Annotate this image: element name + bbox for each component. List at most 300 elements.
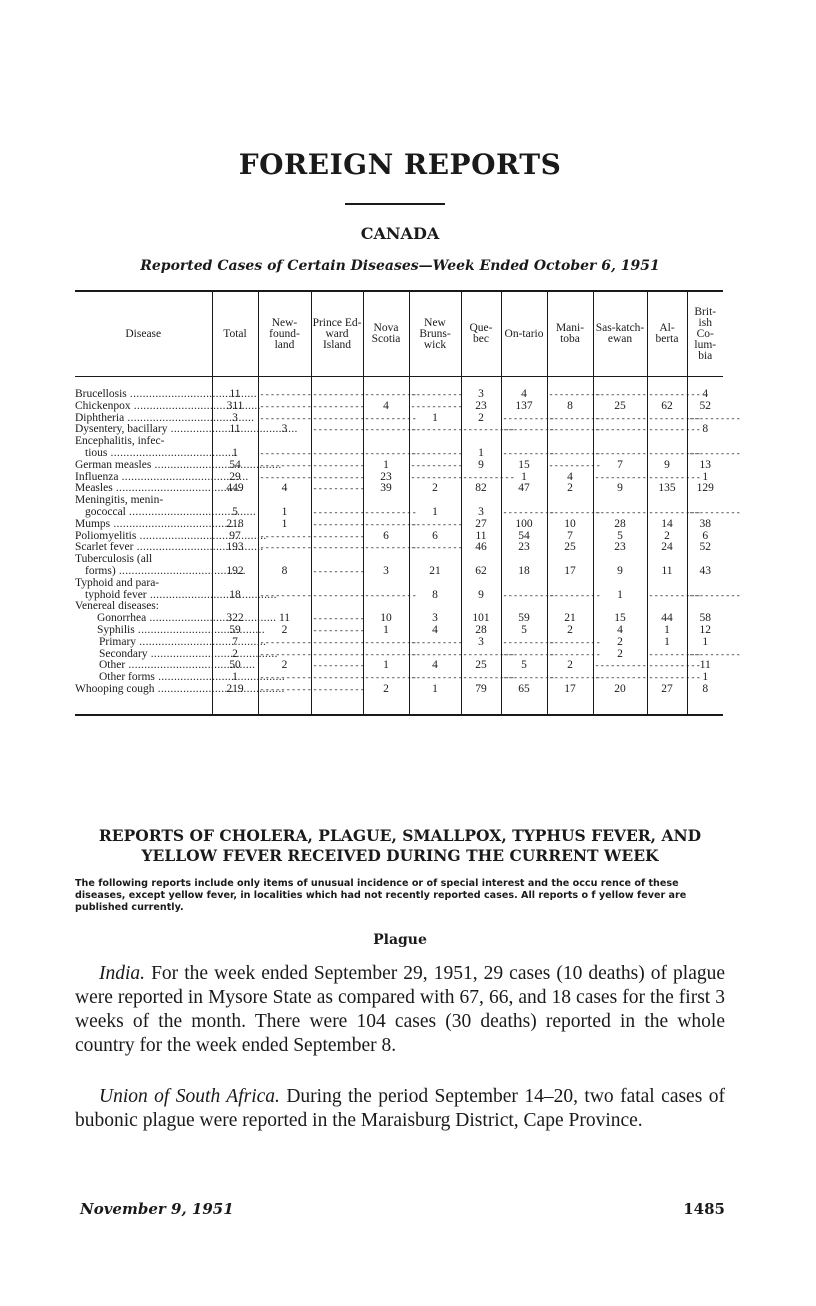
- value-cell: 449: [212, 483, 258, 495]
- value-cell: 44: [647, 613, 687, 625]
- value-cell: 8: [409, 590, 461, 602]
- empty-cell-leader: - - - - - - - - - -: [363, 649, 409, 661]
- value-cell: 1: [409, 507, 461, 519]
- empty-cell-leader: - - - - - - - - - -: [258, 413, 311, 425]
- value-cell: 1: [647, 625, 687, 637]
- empty-cell-leader: - - - - - - - - - -: [311, 519, 363, 531]
- disease-name: typhoid fever .....: [75, 590, 210, 602]
- value-cell: 129: [687, 483, 723, 495]
- empty-cell-leader: - - - - - - - - - -: [501, 590, 547, 602]
- value-cell: 322: [212, 613, 258, 625]
- table-row: [75, 578, 723, 590]
- value-cell: [311, 495, 363, 507]
- empty-cell-leader: - - - - - - - - - -: [647, 377, 687, 401]
- value-cell: 1: [593, 590, 647, 602]
- value-cell: [547, 578, 593, 590]
- value-cell: [687, 578, 723, 590]
- table-row: [75, 625, 723, 637]
- table-row: [75, 566, 723, 578]
- disease-name: Brucellosis .....: [75, 389, 210, 401]
- empty-cell-leader: - - - - - - - - - -: [311, 613, 363, 625]
- value-cell: 23: [593, 542, 647, 554]
- empty-cell-leader: - - - - - - - - - -: [258, 377, 311, 401]
- empty-cell-leader: - - - - - - - - - -: [547, 649, 593, 661]
- empty-cell-leader: - - - - - - - - - -: [258, 448, 311, 460]
- empty-cell-leader: - - - - - - - - - -: [258, 637, 311, 649]
- value-cell: 4: [547, 472, 593, 484]
- empty-cell-leader: - - - - - - - - - -: [501, 448, 547, 460]
- empty-cell-leader: - - - - - - - - - -: [409, 377, 461, 401]
- value-cell: 27: [461, 519, 501, 531]
- disease-name: Influenza .....: [75, 472, 210, 484]
- column-header: New Bruns-wick: [409, 291, 461, 377]
- empty-cell-leader: - - - - - - - - - -: [363, 590, 409, 602]
- empty-cell-leader: - - - - - - - - - -: [363, 672, 409, 684]
- value-cell: 1: [461, 448, 501, 460]
- section-title-plague: Plague: [373, 932, 427, 948]
- value-cell: [363, 495, 409, 507]
- empty-cell-leader: - - - - - - - - - -: [687, 413, 723, 425]
- disease-name: Venereal diseases:: [75, 600, 159, 613]
- value-cell: 8: [687, 684, 723, 715]
- value-cell: 10: [363, 613, 409, 625]
- value-cell: 18: [212, 590, 258, 602]
- empty-cell-leader: - - - - - - - - - -: [647, 424, 687, 436]
- empty-cell-leader: - - - - - - - - - -: [311, 590, 363, 602]
- empty-cell-leader: - - - - - - - - - -: [311, 637, 363, 649]
- table-row: [75, 401, 723, 413]
- value-cell: 3: [461, 507, 501, 519]
- empty-cell-leader: - - - - - - - - - -: [501, 413, 547, 425]
- empty-cell-leader: - - - - - - - - - -: [687, 649, 723, 661]
- value-cell: [547, 436, 593, 448]
- column-header: Mani-toba: [547, 291, 593, 377]
- empty-cell-leader: - - - - - - - - - -: [409, 672, 461, 684]
- value-cell: 1: [409, 684, 461, 715]
- empty-cell-leader: - - - - - - - - - -: [547, 448, 593, 460]
- empty-cell-leader: - - - - - - - - - -: [461, 672, 501, 684]
- value-cell: 9: [647, 460, 687, 472]
- empty-cell-leader: - - - - - - - - - -: [501, 507, 547, 519]
- value-cell: 4: [593, 625, 647, 637]
- value-cell: [363, 436, 409, 448]
- empty-cell-leader: - - - - - - - - - -: [363, 542, 409, 554]
- table-row: [75, 448, 723, 460]
- value-cell: 101: [461, 613, 501, 625]
- value-cell: 1: [687, 472, 723, 484]
- value-cell: 2: [547, 483, 593, 495]
- value-cell: 4: [258, 483, 311, 495]
- page-title: FOREIGN REPORTS: [238, 148, 562, 181]
- empty-cell-leader: - - - - - - - - - -: [461, 472, 501, 484]
- column-header: Sas-katch-ewan: [593, 291, 647, 377]
- column-header: Prince Ed-ward Island: [311, 291, 363, 377]
- value-cell: 43: [687, 566, 723, 578]
- empty-cell-leader: - - - - - - - - - -: [593, 672, 647, 684]
- empty-cell-leader: - - - - - - - - - -: [311, 424, 363, 436]
- value-cell: 11: [258, 613, 311, 625]
- column-header: Nova Scotia: [363, 291, 409, 377]
- empty-cell-leader: - - - - - - - - - -: [647, 448, 687, 460]
- value-cell: 2: [647, 531, 687, 543]
- value-cell: [258, 436, 311, 448]
- empty-cell-leader: - - - - - - - - - -: [311, 483, 363, 495]
- value-cell: 46: [461, 542, 501, 554]
- value-cell: [501, 436, 547, 448]
- empty-cell-leader: - - - - - - - - - -: [311, 672, 363, 684]
- value-cell: 1: [687, 672, 723, 684]
- table-header: [75, 291, 723, 377]
- disease-name: Syphilis .....: [75, 625, 210, 637]
- empty-cell-leader: - - - - - - - - - -: [409, 448, 461, 460]
- disease-name: Typhoid and para-: [75, 576, 160, 589]
- value-cell: 7: [547, 531, 593, 543]
- value-cell: 54: [501, 531, 547, 543]
- paragraph-south-africa: [75, 1085, 725, 1133]
- value-cell: 97: [212, 531, 258, 543]
- value-cell: 29: [212, 472, 258, 484]
- value-cell: 28: [593, 519, 647, 531]
- empty-cell-leader: - - - - - - - - - -: [647, 649, 687, 661]
- value-cell: 23: [501, 542, 547, 554]
- value-cell: 4: [363, 401, 409, 413]
- value-cell: 5: [212, 507, 258, 519]
- value-cell: 52: [687, 542, 723, 554]
- empty-cell-leader: - - - - - - - - - -: [363, 519, 409, 531]
- value-cell: 13: [687, 460, 723, 472]
- value-cell: [647, 436, 687, 448]
- value-cell: 11: [212, 424, 258, 436]
- table-row: [75, 483, 723, 495]
- value-cell: 5: [501, 625, 547, 637]
- table-row: [75, 519, 723, 531]
- value-cell: 7: [593, 460, 647, 472]
- value-cell: 1: [409, 413, 461, 425]
- disease-name-cell: [75, 519, 212, 531]
- disease-name-cell: [75, 684, 212, 715]
- value-cell: 58: [687, 613, 723, 625]
- footer-date: November 9, 1951: [80, 1200, 234, 1218]
- empty-cell-leader: - - - - - - - - - -: [311, 660, 363, 672]
- disease-name: Whooping cough .....: [75, 684, 210, 696]
- value-cell: 11: [461, 531, 501, 543]
- column-header: New-found-land: [258, 291, 311, 377]
- value-cell: 10: [547, 519, 593, 531]
- value-cell: 1: [363, 460, 409, 472]
- empty-cell-leader: - - - - - - - - - -: [311, 649, 363, 661]
- value-cell: 17: [547, 684, 593, 715]
- empty-cell-leader: - - - - - - - - - -: [311, 684, 363, 715]
- value-cell: 25: [547, 542, 593, 554]
- empty-cell-leader: - - - - - - - - - -: [647, 507, 687, 519]
- table-caption: Reported Cases of Certain Diseases—Week Ended October 6, 1951: [140, 258, 660, 274]
- disease-name: Other forms .....: [75, 672, 210, 684]
- empty-cell-leader: - - - - - - - - - -: [363, 507, 409, 519]
- empty-cell-leader: - - - - - - - - - -: [311, 377, 363, 401]
- value-cell: 82: [461, 483, 501, 495]
- value-cell: 6: [687, 531, 723, 543]
- value-cell: 21: [409, 566, 461, 578]
- disease-name: Measles .....: [75, 483, 210, 495]
- value-cell: 25: [461, 660, 501, 672]
- value-cell: [687, 495, 723, 507]
- disease-name: Diphtheria .....: [75, 413, 210, 425]
- value-cell: 25: [593, 401, 647, 413]
- value-cell: 2: [593, 637, 647, 649]
- value-cell: 11: [647, 566, 687, 578]
- disease-name: Poliomyelitis .....: [75, 531, 210, 543]
- empty-cell-leader: - - - - - - - - - -: [593, 448, 647, 460]
- value-cell: 3: [461, 377, 501, 401]
- value-cell: 2: [363, 684, 409, 715]
- value-cell: 2: [258, 660, 311, 672]
- disease-name: Other .....: [75, 660, 210, 672]
- empty-cell-leader: - - - - - - - - - -: [647, 672, 687, 684]
- empty-cell-leader: - - - - - - - - - -: [311, 507, 363, 519]
- empty-cell-leader: - - - - - - - - - -: [593, 660, 647, 672]
- empty-cell-leader: - - - - - - - - - -: [647, 413, 687, 425]
- empty-cell-leader: - - - - - - - - - -: [687, 590, 723, 602]
- value-cell: 24: [647, 542, 687, 554]
- value-cell: 14: [647, 519, 687, 531]
- empty-cell-leader: - - - - - - - - - -: [687, 448, 723, 460]
- title-rule: [345, 203, 445, 205]
- disease-name: Mumps .....: [75, 519, 210, 531]
- value-cell: 2: [461, 413, 501, 425]
- table-row: [75, 424, 723, 436]
- empty-cell-leader: - - - - - - - - - -: [311, 448, 363, 460]
- empty-cell-leader: - - - - - - - - - -: [647, 472, 687, 484]
- value-cell: [547, 495, 593, 507]
- disease-name: Secondary .....: [75, 649, 210, 661]
- value-cell: 137: [501, 401, 547, 413]
- empty-cell-leader: - - - - - - - - - -: [547, 413, 593, 425]
- empty-cell-leader: - - - - - - - - - -: [258, 672, 311, 684]
- value-cell: [212, 578, 258, 590]
- disease-name-cell: [75, 578, 212, 590]
- value-cell: 2: [547, 625, 593, 637]
- value-cell: 3: [212, 413, 258, 425]
- empty-cell-leader: - - - - - - - - - -: [593, 507, 647, 519]
- value-cell: 62: [647, 401, 687, 413]
- value-cell: [311, 436, 363, 448]
- value-cell: 8: [687, 424, 723, 436]
- value-cell: 59: [212, 625, 258, 637]
- empty-cell-leader: - - - - - - - - - -: [409, 637, 461, 649]
- value-cell: 7: [212, 637, 258, 649]
- disease-name: Meningitis, menin-: [75, 494, 164, 507]
- value-cell: 23: [363, 472, 409, 484]
- empty-cell-leader: - - - - - - - - - -: [501, 424, 547, 436]
- empty-cell-leader: - - - - - - - - - -: [258, 531, 311, 543]
- value-cell: 9: [461, 590, 501, 602]
- value-cell: [409, 436, 461, 448]
- value-cell: 47: [501, 483, 547, 495]
- empty-cell-leader: - - - - - - - - - -: [363, 377, 409, 401]
- value-cell: 219: [212, 684, 258, 715]
- value-cell: [311, 578, 363, 590]
- empty-cell-leader: - - - - - - - - - -: [363, 448, 409, 460]
- empty-cell-leader: - - - - - - - - - -: [311, 531, 363, 543]
- value-cell: 9: [593, 566, 647, 578]
- table-row: [75, 684, 723, 715]
- value-cell: 1: [687, 637, 723, 649]
- table-row: [75, 542, 723, 554]
- empty-cell-leader: - - - - - - - - - -: [501, 637, 547, 649]
- table-body: [75, 377, 740, 715]
- table-row: [75, 460, 723, 472]
- value-cell: 2: [409, 483, 461, 495]
- disease-name: forms) .....: [75, 566, 210, 578]
- value-cell: [409, 578, 461, 590]
- value-cell: 193: [212, 542, 258, 554]
- value-cell: 15: [501, 460, 547, 472]
- value-cell: 52: [687, 401, 723, 413]
- country-name-india: India.: [99, 963, 146, 984]
- value-cell: 1: [212, 672, 258, 684]
- disease-name-cell: [75, 448, 212, 460]
- empty-cell-leader: - - - - - - - - - -: [647, 590, 687, 602]
- disease-name: tious .....: [75, 448, 210, 460]
- disease-name: Dysentery, bacillary .....: [75, 424, 210, 436]
- value-cell: 62: [461, 566, 501, 578]
- page-number: 1485: [683, 1200, 725, 1218]
- value-cell: 2: [212, 649, 258, 661]
- value-cell: 54: [212, 460, 258, 472]
- disease-name: gococcal .....: [75, 507, 210, 519]
- value-cell: 1: [501, 472, 547, 484]
- value-cell: 1: [258, 507, 311, 519]
- value-cell: 192: [212, 566, 258, 578]
- empty-cell-leader: - - - - - - - - - -: [409, 472, 461, 484]
- value-cell: 4: [409, 625, 461, 637]
- empty-cell-leader: - - - - - - - - - -: [311, 566, 363, 578]
- empty-cell-leader: - - - - - - - - - -: [501, 649, 547, 661]
- disease-name: Chickenpox .....: [75, 401, 210, 413]
- value-cell: [687, 436, 723, 448]
- value-cell: 218: [212, 519, 258, 531]
- value-cell: 2: [547, 660, 593, 672]
- value-cell: 2: [593, 649, 647, 661]
- value-cell: 11: [687, 660, 723, 672]
- value-cell: 11: [212, 377, 258, 401]
- value-cell: 20: [593, 684, 647, 715]
- paragraph-india: [75, 962, 725, 1058]
- empty-cell-leader: - - - - - - - - - -: [547, 460, 593, 472]
- value-cell: 2: [258, 625, 311, 637]
- value-cell: 5: [593, 531, 647, 543]
- value-cell: 79: [461, 684, 501, 715]
- value-cell: 3: [363, 566, 409, 578]
- value-cell: 17: [547, 566, 593, 578]
- value-cell: 18: [501, 566, 547, 578]
- paragraph-text-south-africa: During the period September 14–20, two fatal cases of bubonic plague were reported in the Maraisburg District, Cape Province.: [75, 1086, 725, 1131]
- disease-name-cell: [75, 507, 212, 519]
- empty-cell-leader: - - - - - - - - - -: [258, 460, 311, 472]
- empty-cell-leader: - - - - - - - - - -: [409, 649, 461, 661]
- empty-cell-leader: - - - - - - - - - -: [593, 424, 647, 436]
- value-cell: [647, 495, 687, 507]
- value-cell: [311, 601, 363, 613]
- table-row: [75, 637, 723, 649]
- empty-cell-leader: - - - - - - - - - -: [647, 660, 687, 672]
- empty-cell-leader: - - - - - - - - - -: [547, 377, 593, 401]
- value-cell: [647, 578, 687, 590]
- value-cell: 59: [501, 613, 547, 625]
- reports-heading: REPORTS OF CHOLERA, PLAGUE, SMALLPOX, TYPHUS FEVER, AND YELLOW FEVER RECEIVED DURING THE CURRENT WEEK: [98, 826, 702, 865]
- column-header: Que-bec: [461, 291, 501, 377]
- reports-note: The following reports include only items of unusual incidence or of special interest and the occu rence of these diseases, except yellow fever, in localities which had not recently reported cases. All reports o f yellow fever are published currently.: [75, 878, 687, 913]
- empty-cell-leader: - - - - - - - - - -: [363, 637, 409, 649]
- value-cell: 39: [363, 483, 409, 495]
- disease-name: Scarlet fever .....: [75, 542, 210, 554]
- value-cell: [501, 578, 547, 590]
- value-cell: 9: [461, 460, 501, 472]
- value-cell: 9: [593, 483, 647, 495]
- empty-cell-leader: - - - - - - - - - -: [547, 507, 593, 519]
- empty-cell-leader: - - - - - - - - - -: [547, 590, 593, 602]
- disease-name-cell: [75, 625, 212, 637]
- country-heading: CANADA: [360, 224, 440, 243]
- empty-cell-leader: - - - - - - - - - -: [363, 413, 409, 425]
- table-row: [75, 377, 723, 401]
- disease-name-cell: [75, 460, 212, 472]
- empty-cell-leader: - - - - - - - - - -: [593, 472, 647, 484]
- value-cell: 135: [647, 483, 687, 495]
- paragraph-text-india: For the week ended September 29, 1951, 29 cases (10 deaths) of plague were reported in Mysore State as compared with 67, 66, and 18 cases for the first 3 weeks of the month. There were 104 cases (30 deaths) reported in the whole country for the week ended September 8.: [75, 963, 725, 1056]
- value-cell: 1: [212, 448, 258, 460]
- column-header: Brit-ish Co-lum-bia: [687, 291, 723, 377]
- empty-cell-leader: - - - - - - - - - -: [461, 424, 501, 436]
- value-cell: 1: [363, 625, 409, 637]
- value-cell: 21: [547, 613, 593, 625]
- table-row: [75, 590, 723, 602]
- disease-name-cell: [75, 377, 212, 401]
- empty-cell-leader: - - - - - - - - - -: [311, 413, 363, 425]
- empty-cell-leader: - - - - - - - - - -: [258, 401, 311, 413]
- empty-cell-leader: - - - - - - - - - -: [687, 507, 723, 519]
- disease-name: Encephalitis, infec-: [75, 435, 165, 448]
- value-cell: 65: [501, 684, 547, 715]
- value-cell: 100: [501, 519, 547, 531]
- value-cell: 12: [687, 625, 723, 637]
- empty-cell-leader: - - - - - - - - - -: [258, 542, 311, 554]
- disease-name: Primary .....: [75, 637, 210, 649]
- value-cell: [311, 554, 363, 566]
- empty-cell-leader: - - - - - - - - - -: [593, 377, 647, 401]
- empty-cell-leader: - - - - - - - - - -: [409, 519, 461, 531]
- empty-cell-leader: - - - - - - - - - -: [258, 649, 311, 661]
- empty-cell-leader: - - - - - - - - - -: [311, 625, 363, 637]
- empty-cell-leader: - - - - - - - - - -: [409, 460, 461, 472]
- empty-cell-leader: - - - - - - - - - -: [593, 413, 647, 425]
- empty-cell-leader: - - - - - - - - - -: [547, 424, 593, 436]
- value-cell: [258, 578, 311, 590]
- country-name-south-africa: Union of South Africa.: [99, 1086, 280, 1107]
- empty-cell-leader: - - - - - - - - - -: [311, 401, 363, 413]
- value-cell: 23: [461, 401, 501, 413]
- value-cell: 38: [687, 519, 723, 531]
- value-cell: 311: [212, 401, 258, 413]
- value-cell: 8: [547, 401, 593, 413]
- disease-name: Tuberculosis (all: [75, 553, 153, 566]
- disease-name-cell: [75, 401, 212, 413]
- value-cell: 3: [461, 637, 501, 649]
- value-cell: [593, 578, 647, 590]
- column-header: Total: [212, 291, 258, 377]
- value-cell: 15: [593, 613, 647, 625]
- disease-table: [75, 290, 740, 716]
